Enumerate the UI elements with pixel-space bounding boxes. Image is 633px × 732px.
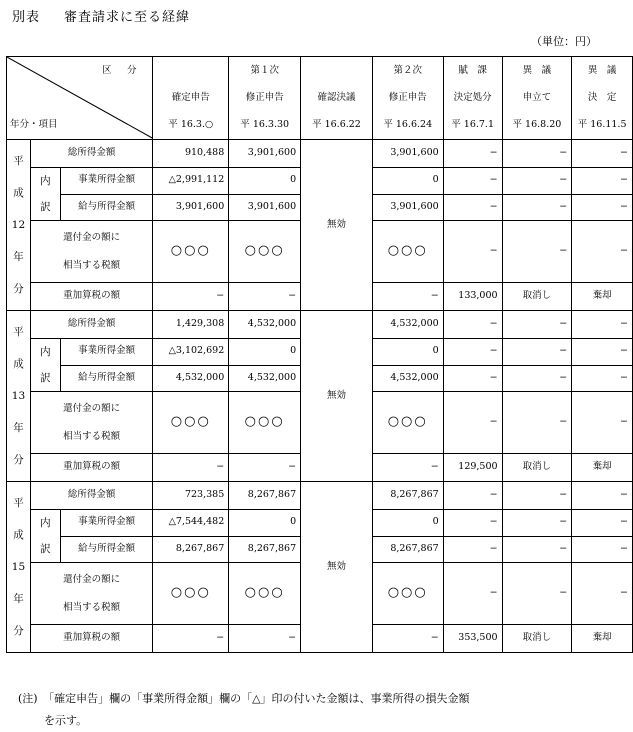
- kanpu-shusei2: ○○○: [372, 221, 443, 283]
- footnote-line2: を示す。: [44, 714, 88, 727]
- kanpu-shusei2: ○○○: [372, 563, 443, 625]
- header-col-line2: 決定処分: [453, 92, 492, 103]
- label-uchiwake: [30, 510, 60, 563]
- kyuyo-fuka: −: [443, 365, 502, 392]
- label-jigyo: 事業所得金額: [60, 339, 153, 366]
- year-char: 年: [13, 593, 24, 605]
- kanpu-kakutei: ○○○: [153, 563, 229, 625]
- label-kanpu-line2: 相当する税額: [63, 259, 121, 271]
- title-subtitle: 審査請求に至る経緯: [64, 10, 191, 25]
- kyuyo-kakutei: 4,532,000: [153, 365, 229, 392]
- sou-kakutei: 1,429,308: [153, 311, 229, 339]
- jukasan-igi-moushitate: 取消し: [502, 283, 572, 311]
- sou-kakutei: 723,385: [153, 482, 229, 510]
- label-jukasan: 重加算税の額: [30, 283, 152, 311]
- jukasan-igi-kettei: 棄却: [572, 454, 633, 482]
- jigyo-kakutei: △7,544,482: [153, 510, 229, 537]
- header-col-line1: 賦 課: [458, 65, 487, 76]
- sou-shusei2: 4,532,000: [372, 311, 443, 339]
- jukasan-fuka: 133,000: [443, 283, 502, 311]
- wake-char: 訳: [40, 543, 51, 555]
- sou-fuka: −: [443, 311, 502, 339]
- document-title: [12, 6, 190, 25]
- label-kyuyo: 給与所得金額: [60, 536, 153, 563]
- kanpu-igi-kettei: −: [572, 221, 633, 283]
- jigyo-shusei1: 0: [229, 168, 301, 195]
- jigyo-fuka: −: [443, 168, 502, 195]
- kanpu-igi-moushitate: −: [502, 392, 572, 454]
- header-col-date: 平 16.6.22: [312, 119, 361, 130]
- jigyo-igi-moushitate: −: [502, 339, 572, 366]
- label-kyuyo: 給与所得金額: [60, 194, 153, 221]
- kyuyo-igi-moushitate: −: [502, 194, 572, 221]
- jigyo-igi-moushitate: −: [502, 168, 572, 195]
- kyuyo-fuka: −: [443, 536, 502, 563]
- jukasan-kakutei: −: [153, 454, 229, 482]
- footnote: [18, 688, 470, 732]
- label-sou: 総所得金額: [30, 482, 152, 510]
- kyuyo-shusei1: 3,901,600: [229, 194, 301, 221]
- header-col-6: [572, 57, 633, 140]
- wake-char: 訳: [40, 201, 51, 213]
- sou-kakutei: 910,488: [153, 140, 229, 168]
- kyuyo-igi-kettei: −: [572, 194, 633, 221]
- sou-igi-kettei: −: [572, 140, 633, 168]
- header-col-date: 平 16.3.○: [168, 119, 214, 130]
- label-kyuyo: 給与所得金額: [60, 365, 153, 392]
- jukasan-igi-kettei: 棄却: [572, 625, 633, 653]
- header-nen: 年分・項目: [10, 119, 58, 130]
- jukasan-kakutei: −: [153, 625, 229, 653]
- kyuyo-shusei2: 4,532,000: [372, 365, 443, 392]
- kyuyo-shusei1: 4,532,000: [229, 365, 301, 392]
- sou-igi-kettei: −: [572, 311, 633, 339]
- label-jigyo: 事業所得金額: [60, 510, 153, 537]
- row-sou: [7, 140, 633, 168]
- sou-fuka: −: [443, 482, 502, 510]
- jukasan-igi-moushitate: 取消し: [502, 625, 572, 653]
- kyuyo-fuka: −: [443, 194, 502, 221]
- kyuyo-igi-kettei: −: [572, 536, 633, 563]
- jigyo-igi-kettei: −: [572, 168, 633, 195]
- jukasan-shusei1: −: [229, 454, 301, 482]
- header-col-line1: 第２次: [393, 65, 422, 76]
- year-label: [7, 311, 31, 482]
- label-kanpu-line1: 還付金の額に: [63, 573, 121, 585]
- jigyo-shusei2: 0: [372, 339, 443, 366]
- kanpu-shusei1: ○○○: [229, 392, 301, 454]
- jigyo-fuka: −: [443, 339, 502, 366]
- year-char: 年: [13, 422, 24, 434]
- header-col-line2: 修正申告: [388, 92, 427, 103]
- jigyo-shusei2: 0: [372, 510, 443, 537]
- label-kanpu-line2: 相当する税額: [63, 430, 121, 442]
- header-col-0: [153, 57, 229, 140]
- header-kubun: 区 分: [102, 65, 140, 76]
- uchi-char: 内: [40, 346, 51, 358]
- kanpu-kakutei: ○○○: [153, 221, 229, 283]
- jukasan-shusei2: −: [372, 283, 443, 311]
- jukasan-shusei2: −: [372, 454, 443, 482]
- label-uchiwake: [30, 168, 60, 221]
- year-label: [7, 140, 31, 311]
- year-label: [7, 482, 31, 653]
- year-char: 年: [13, 251, 24, 263]
- year-char: 成: [13, 529, 24, 541]
- mukou-cell: 無効: [301, 311, 373, 482]
- kyuyo-kakutei: 3,901,600: [153, 194, 229, 221]
- kanpu-igi-kettei: −: [572, 563, 633, 625]
- kyuyo-kakutei: 8,267,867: [153, 536, 229, 563]
- year-char: 13: [11, 390, 26, 402]
- header-col-date: 平 16.8.20: [512, 119, 562, 130]
- history-table: [6, 56, 633, 653]
- kyuyo-igi-moushitate: −: [502, 536, 572, 563]
- kanpu-kakutei: ○○○: [153, 392, 229, 454]
- jukasan-igi-moushitate: 取消し: [502, 454, 572, 482]
- kanpu-fuka: −: [443, 392, 502, 454]
- header-col-4: [443, 57, 502, 140]
- label-jigyo: 事業所得金額: [60, 168, 153, 195]
- header-col-line2: 決 定: [587, 92, 617, 103]
- row-sou: [7, 311, 633, 339]
- row-sou: [7, 482, 633, 510]
- unit-label: （単位：円）: [531, 35, 597, 48]
- sou-shusei1: 4,532,000: [229, 311, 301, 339]
- jigyo-fuka: −: [443, 510, 502, 537]
- title-label: 別表: [12, 10, 41, 25]
- year-char: 平: [13, 497, 24, 509]
- year-char: 平: [13, 326, 24, 338]
- year-char: 分: [13, 283, 24, 295]
- label-sou: 総所得金額: [30, 311, 152, 339]
- kanpu-shusei1: ○○○: [229, 221, 301, 283]
- jukasan-igi-kettei: 棄却: [572, 283, 633, 311]
- kanpu-shusei2: ○○○: [372, 392, 443, 454]
- footnote-line1: (注) 「確定申告」欄の「事業所得金額」欄の「△」印の付いた金額は、事業所得の損失金額: [18, 692, 470, 705]
- label-kanpu-line1: 還付金の額に: [63, 402, 121, 414]
- header-col-line1: 異 議: [522, 65, 552, 76]
- header-col-line1: 異 議: [587, 65, 617, 76]
- year-char: 12: [11, 219, 26, 231]
- sou-igi-moushitate: −: [502, 140, 572, 168]
- sou-shusei2: 8,267,867: [372, 482, 443, 510]
- header-col-2: [301, 57, 373, 140]
- uchi-char: 内: [40, 517, 51, 529]
- kanpu-igi-moushitate: −: [502, 563, 572, 625]
- header-col-5: [502, 57, 572, 140]
- header-col-3: [372, 57, 443, 140]
- kyuyo-shusei1: 8,267,867: [229, 536, 301, 563]
- sou-shusei2: 3,901,600: [372, 140, 443, 168]
- label-kanpu-line2: 相当する税額: [63, 601, 121, 613]
- sou-igi-moushitate: −: [502, 482, 572, 510]
- mukou-cell: 無効: [301, 140, 373, 311]
- kanpu-fuka: −: [443, 221, 502, 283]
- label-jukasan: 重加算税の額: [30, 625, 152, 653]
- kanpu-fuka: −: [443, 563, 502, 625]
- header-col-date: 平 16.6.24: [383, 119, 433, 130]
- header-col-1: [229, 57, 301, 140]
- header-row: [7, 57, 633, 140]
- uchi-char: 内: [40, 175, 51, 187]
- sou-igi-moushitate: −: [502, 311, 572, 339]
- label-uchiwake: [30, 339, 60, 392]
- header-col-date: 平 16.7.1: [451, 119, 494, 130]
- jigyo-igi-kettei: −: [572, 339, 633, 366]
- jukasan-fuka: 129,500: [443, 454, 502, 482]
- jukasan-shusei2: −: [372, 625, 443, 653]
- year-char: 成: [13, 187, 24, 199]
- jukasan-shusei1: −: [229, 283, 301, 311]
- header-col-date: 平 16.11.5: [577, 119, 627, 130]
- jukasan-fuka: 353,500: [443, 625, 502, 653]
- kyuyo-igi-moushitate: −: [502, 365, 572, 392]
- label-kanpu-line1: 還付金の額に: [63, 231, 121, 243]
- year-char: 平: [13, 155, 24, 167]
- header-col-date: 平 16.3.30: [240, 119, 290, 130]
- header-corner: [7, 57, 153, 140]
- header-col-line2: 確認決議: [317, 92, 356, 103]
- jigyo-kakutei: △2,991,112: [153, 168, 229, 195]
- jigyo-igi-kettei: −: [572, 510, 633, 537]
- sou-shusei1: 3,901,600: [229, 140, 301, 168]
- sou-igi-kettei: −: [572, 482, 633, 510]
- jigyo-shusei2: 0: [372, 168, 443, 195]
- kyuyo-shusei2: 8,267,867: [372, 536, 443, 563]
- label-jukasan: 重加算税の額: [30, 454, 152, 482]
- year-char: 成: [13, 358, 24, 370]
- header-col-line1: 第１次: [250, 65, 279, 76]
- kanpu-igi-kettei: −: [572, 392, 633, 454]
- label-kanpu: [30, 563, 152, 625]
- label-sou: 総所得金額: [30, 140, 152, 168]
- label-kanpu: [30, 392, 152, 454]
- label-kanpu: [30, 221, 152, 283]
- year-char: 分: [13, 454, 24, 466]
- jigyo-kakutei: △3,102,692: [153, 339, 229, 366]
- year-char: 15: [11, 561, 26, 573]
- sou-fuka: −: [443, 140, 502, 168]
- kanpu-igi-moushitate: −: [502, 221, 572, 283]
- jukasan-kakutei: −: [153, 283, 229, 311]
- kanpu-shusei1: ○○○: [229, 563, 301, 625]
- wake-char: 訳: [40, 372, 51, 384]
- mukou-cell: 無効: [301, 482, 373, 653]
- header-col-line2: 修正申告: [245, 92, 284, 103]
- sou-shusei1: 8,267,867: [229, 482, 301, 510]
- header-col-line2: 確定申告: [171, 92, 210, 103]
- jigyo-igi-moushitate: −: [502, 510, 572, 537]
- year-char: 分: [13, 625, 24, 637]
- jigyo-shusei1: 0: [229, 339, 301, 366]
- jigyo-shusei1: 0: [229, 510, 301, 537]
- kyuyo-shusei2: 3,901,600: [372, 194, 443, 221]
- jukasan-shusei1: −: [229, 625, 301, 653]
- kyuyo-igi-kettei: −: [572, 365, 633, 392]
- header-col-line2: 申立て: [522, 92, 552, 103]
